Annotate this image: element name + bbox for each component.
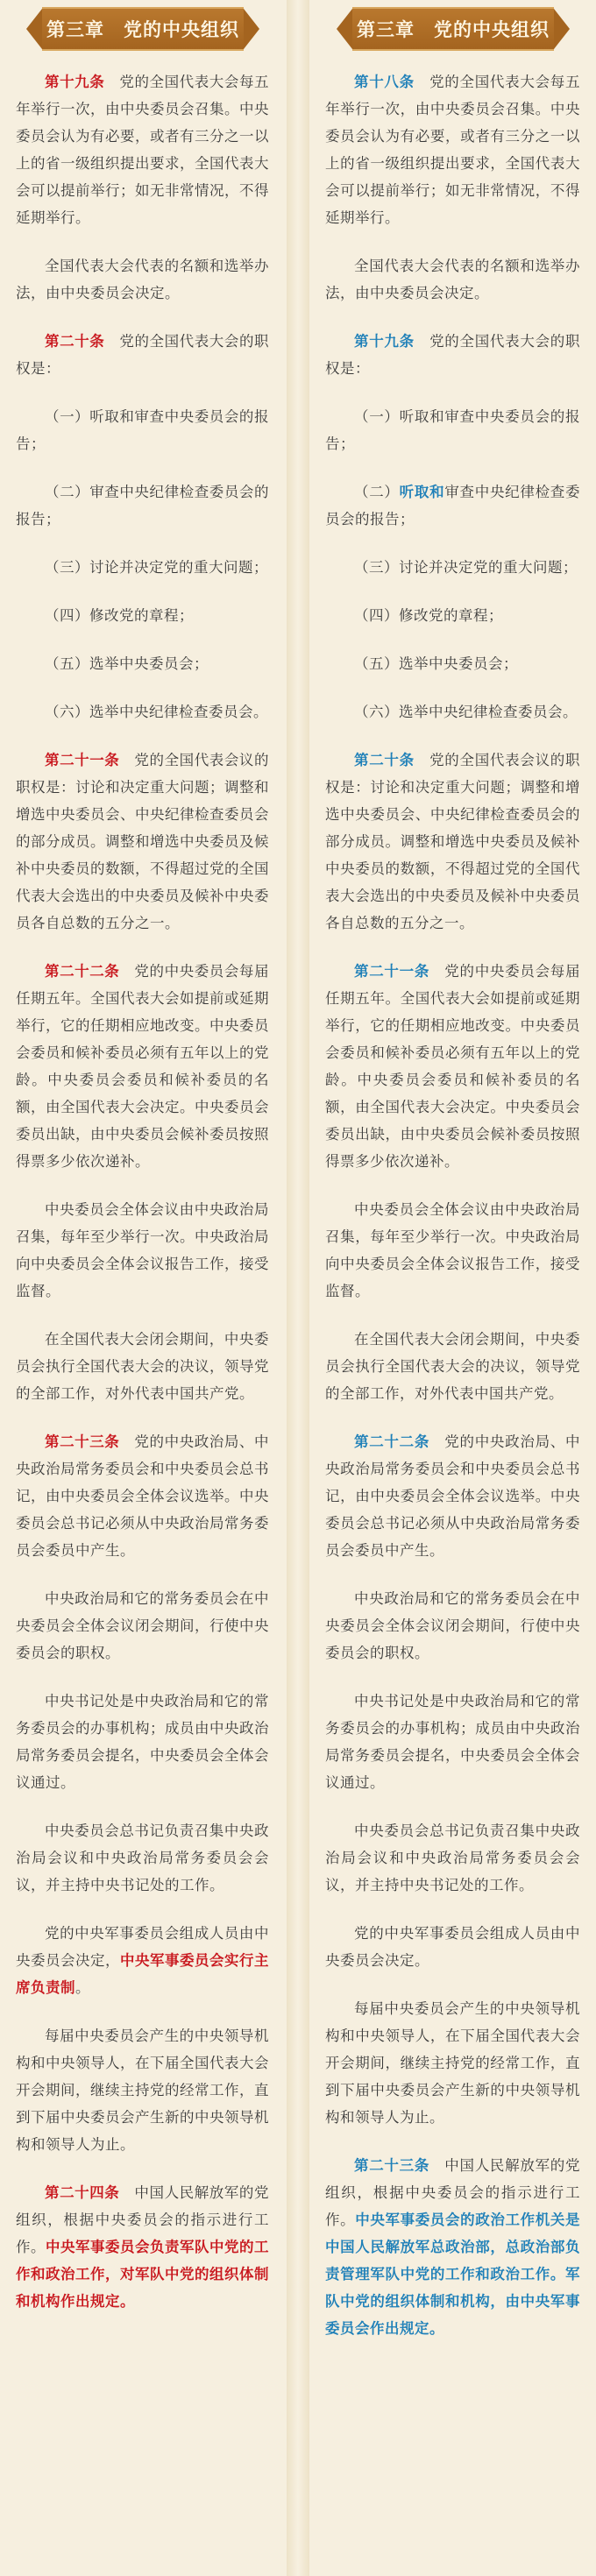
paragraph-text: 在全国代表大会闭会期间，中央委员会执行全国代表大会的决议，领导党的全部工作，对外代表中国共产党。: [325, 1331, 580, 1402]
right-paragraph: [325, 602, 580, 629]
left-paragraph: [16, 478, 269, 533]
paragraph-text: 在全国代表大会闭会期间，中央委员会执行全国代表大会的决议，领导党的全部工作，对外代表中国共产党。: [16, 1331, 269, 1402]
paragraph-text: 党的全国代表会议的职权是：讨论和决定重大问题；调整和增选中央委员会、中央纪律检查委员会的部分成员。调整和增选中央委员及候补中央委员的数额，不得超过党的全国代表大会选出的中央委员及候补中央委员各自总数的五分之一。: [325, 752, 581, 931]
right-paragraph: [325, 252, 580, 307]
left-paragraph: [16, 1428, 269, 1564]
left-paragraph: [16, 1196, 269, 1305]
left-paragraph: [16, 1585, 269, 1667]
paragraph-text: 中央委员会总书记负责召集中央政治局会议和中央政治局常务委员会会议，并主持中央书记处的工作。: [325, 1822, 580, 1893]
article-number: 第二十二条: [45, 963, 120, 980]
right-paragraph: [325, 68, 580, 231]
left-paragraph: [16, 602, 269, 629]
left-paragraph: [16, 698, 269, 725]
right-paragraph: [325, 1995, 580, 2131]
article-number: 第二十一条: [354, 963, 430, 980]
paragraph-text: （二）: [354, 484, 400, 500]
left-paragraph: [16, 403, 269, 457]
right-paragraph: [325, 1428, 580, 1564]
right-paragraph: [325, 650, 580, 677]
left-paragraph: [16, 554, 269, 581]
article-number: 第二十三条: [354, 2157, 430, 2174]
right-paragraph: [325, 1585, 580, 1667]
paragraph-text: 党的全国代表大会的职权是：: [325, 333, 581, 377]
left-paragraph: [16, 650, 269, 677]
left-paragraph: [16, 68, 269, 231]
paragraph-text: 审查中央纪律检查委员会的报告；: [325, 484, 581, 527]
paragraph-text: 中央书记处是中央政治局和它的常务委员会的办事机构；成员由中央政治局常务委员会提名，中央委员会全体会议通过。: [16, 1693, 269, 1791]
paragraph-text: （一）听取和审查中央委员会的报告；: [325, 408, 580, 452]
paragraph-text: 党的中央军事委员会组成人员由中央委员会决定。: [325, 1925, 580, 1969]
column-divider: [287, 0, 309, 2576]
left-paragraph: [16, 1817, 269, 1899]
article-number: 第二十一条: [45, 752, 120, 768]
right-paragraph: [325, 698, 580, 725]
paragraph-text: （五）选举中央委员会；: [45, 655, 209, 672]
article-number: 第二十三条: [45, 1433, 120, 1450]
left-paragraph: [16, 328, 269, 382]
paragraph-text: 全国代表大会代表的名额和选举办法，由中央委员会决定。: [16, 258, 269, 301]
right-paragraph: [325, 1688, 580, 1796]
paragraph-text: 党的全国代表大会每五年举行一次，由中央委员会召集。中央委员会认为有必要，或者有三分之一以上的省一级组织提出要求，全国代表大会可以提前举行；如无非常情况，不得延期举行。: [16, 74, 270, 226]
paragraph-text: 党的中央政治局、中央政治局常务委员会和中央委员会总书记，由中央委员会全体会议选举。中央委员会总书记必须从中央政治局常务委员会委员中产生。: [16, 1433, 270, 1559]
paragraph-text: （六）选举中央纪律检查委员会。: [45, 704, 268, 720]
right-paragraph: [325, 747, 580, 937]
left-column: [0, 0, 287, 2576]
left-paragraph: [16, 252, 269, 307]
paragraph-text: （一）听取和审查中央委员会的报告；: [16, 408, 269, 452]
left-paragraph: [16, 2022, 269, 2158]
paragraph-text: 全国代表大会代表的名额和选举办法，由中央委员会决定。: [325, 258, 580, 301]
paragraph-text: 每届中央委员会产生的中央领导机构和中央领导人，在下届全国代表大会开会期间，继续主持党的经常工作，直到下届中央委员会产生新的中央领导机构和领导人为止。: [325, 2000, 580, 2126]
highlighted-text: 听取和: [399, 484, 445, 500]
paragraph-text: 中国人民解放军的党组织，根据中央委员会的指示进行工作。: [325, 2157, 581, 2228]
paragraph-text: （三）讨论并决定党的重大问题；: [45, 559, 268, 576]
right-chapter-banner: [352, 7, 554, 51]
left-paragraph: [16, 1688, 269, 1796]
paragraph-text: 中央委员会全体会议由中央政治局召集，每年至少举行一次。中央政治局向中央委员会全体会议报告工作，接受监督。: [16, 1201, 269, 1299]
paragraph-text: （二）审查中央纪律检查委员会的报告；: [16, 484, 269, 527]
paragraph-text: （四）修改党的章程；: [45, 607, 194, 624]
paragraph-text: 党的全国代表会议的职权是：讨论和决定重大问题；调整和增选中央委员会、中央纪律检查委员会的部分成员。调整和增选中央委员及候补中央委员的数额，不得超过党的全国代表大会选出的中央委员及候补中央委员各自总数的五分之一。: [16, 752, 270, 931]
right-paragraph: [325, 2152, 580, 2342]
right-paragraph: [325, 1817, 580, 1899]
paragraph-text: 每届中央委员会产生的中央领导机构和中央领导人，在下届全国代表大会开会期间，继续主持党的经常工作，直到下届中央委员会产生新的中央领导机构和领导人为止。: [16, 2028, 269, 2153]
right-chapter-title: 第三章 党的中央组织: [357, 18, 550, 40]
article-number: 第二十二条: [354, 1433, 430, 1450]
left-chapter-banner: [42, 7, 244, 51]
highlighted-text: 中央军事委员会负责军队中党的工作和政治工作，对军队中党的组织体制和机构作出规定。: [16, 2239, 269, 2310]
paragraph-text: 中央委员会全体会议由中央政治局召集，每年至少举行一次。中央政治局向中央委员会全体会议报告工作，接受监督。: [325, 1201, 580, 1299]
paragraph-text: （六）选举中央纪律检查委员会。: [354, 704, 578, 720]
paragraph-text: （三）讨论并决定党的重大问题；: [354, 559, 578, 576]
paragraph-text: 中国人民解放军的党组织，根据中央委员会的指示进行工作。: [16, 2184, 270, 2255]
article-number: 第二十条: [45, 333, 105, 350]
right-paragraph: [325, 958, 580, 1175]
paragraph-text: 党的中央政治局、中央政治局常务委员会和中央委员会总书记，由中央委员会全体会议选举。中央委员会总书记必须从中央政治局常务委员会委员中产生。: [325, 1433, 581, 1559]
right-paragraph: [325, 1326, 580, 1407]
paragraph-text: 党的全国代表大会的职权是：: [16, 333, 270, 377]
paragraph-text: 中央委员会总书记负责召集中央政治局会议和中央政治局常务委员会会议，并主持中央书记处的工作。: [16, 1822, 269, 1893]
right-paragraph: [325, 1920, 580, 1974]
left-chapter-title: 第三章 党的中央组织: [46, 18, 239, 40]
paragraph-text: 。: [75, 1979, 90, 1996]
paragraph-text: 中央政治局和它的常务委员会在中央委员会全体会议闭会期间，行使中央委员会的职权。: [16, 1590, 269, 1661]
left-paragraph: [16, 1920, 269, 2001]
article-number: 第十九条: [45, 74, 105, 90]
left-paragraph: [16, 747, 269, 937]
paragraph-text: 党的中央军事委员会组成人员由中央委员会决定，: [16, 1925, 269, 1969]
left-paragraph: [16, 1326, 269, 1407]
right-paragraph: [325, 478, 580, 533]
article-number: 第十八条: [354, 74, 415, 90]
paragraph-text: 党的中央委员会每届任期五年。全国代表大会如提前或延期举行，它的任期相应地改变。中央委员会委员和候补委员必须有五年以上的党龄。中央委员会委员和候补委员的名额，由全国代表大会决定。中央委员会委员出缺，由中央委员会候补委员按照得票多少依次递补。: [16, 963, 270, 1170]
highlighted-text: 中央军事委员会的政治工作机关是中国人民解放军总政治部，总政治部负责管理军队中党的工作和政治工作。军队中党的组织体制和机构，由中央军事委员会作出规定。: [325, 2212, 580, 2337]
right-paragraph: [325, 554, 580, 581]
left-paragraph: [16, 958, 269, 1175]
right-paragraph: [325, 328, 580, 382]
right-paragraph: [325, 1196, 580, 1305]
right-paragraph: [325, 403, 580, 457]
highlighted-text: 中央军事委员会实行主席负责制: [16, 1952, 269, 1996]
paragraph-text: 中央政治局和它的常务委员会在中央委员会全体会议闭会期间，行使中央委员会的职权。: [325, 1590, 580, 1661]
article-number: 第十九条: [354, 333, 415, 350]
paragraph-text: 中央书记处是中央政治局和它的常务委员会的办事机构；成员由中央政治局常务委员会提名，中央委员会全体会议通过。: [325, 1693, 580, 1791]
paragraph-text: （五）选举中央委员会；: [354, 655, 518, 672]
right-column: [309, 0, 596, 2576]
paragraph-text: 党的全国代表大会每五年举行一次，由中央委员会召集。中央委员会认为有必要，或者有三分之一以上的省一级组织提出要求，全国代表大会可以提前举行；如无非常情况，不得延期举行。: [325, 74, 581, 226]
left-paragraph: [16, 2179, 269, 2315]
paragraph-text: （四）修改党的章程；: [354, 607, 503, 624]
article-number: 第二十条: [354, 752, 415, 768]
paragraph-text: 党的中央委员会每届任期五年。全国代表大会如提前或延期举行，它的任期相应地改变。中央委员会委员和候补委员必须有五年以上的党龄。中央委员会委员和候补委员的名额，由全国代表大会决定。中央委员会委员出缺，由中央委员会候补委员按照得票多少依次递补。: [325, 963, 581, 1170]
article-number: 第二十四条: [45, 2184, 120, 2201]
